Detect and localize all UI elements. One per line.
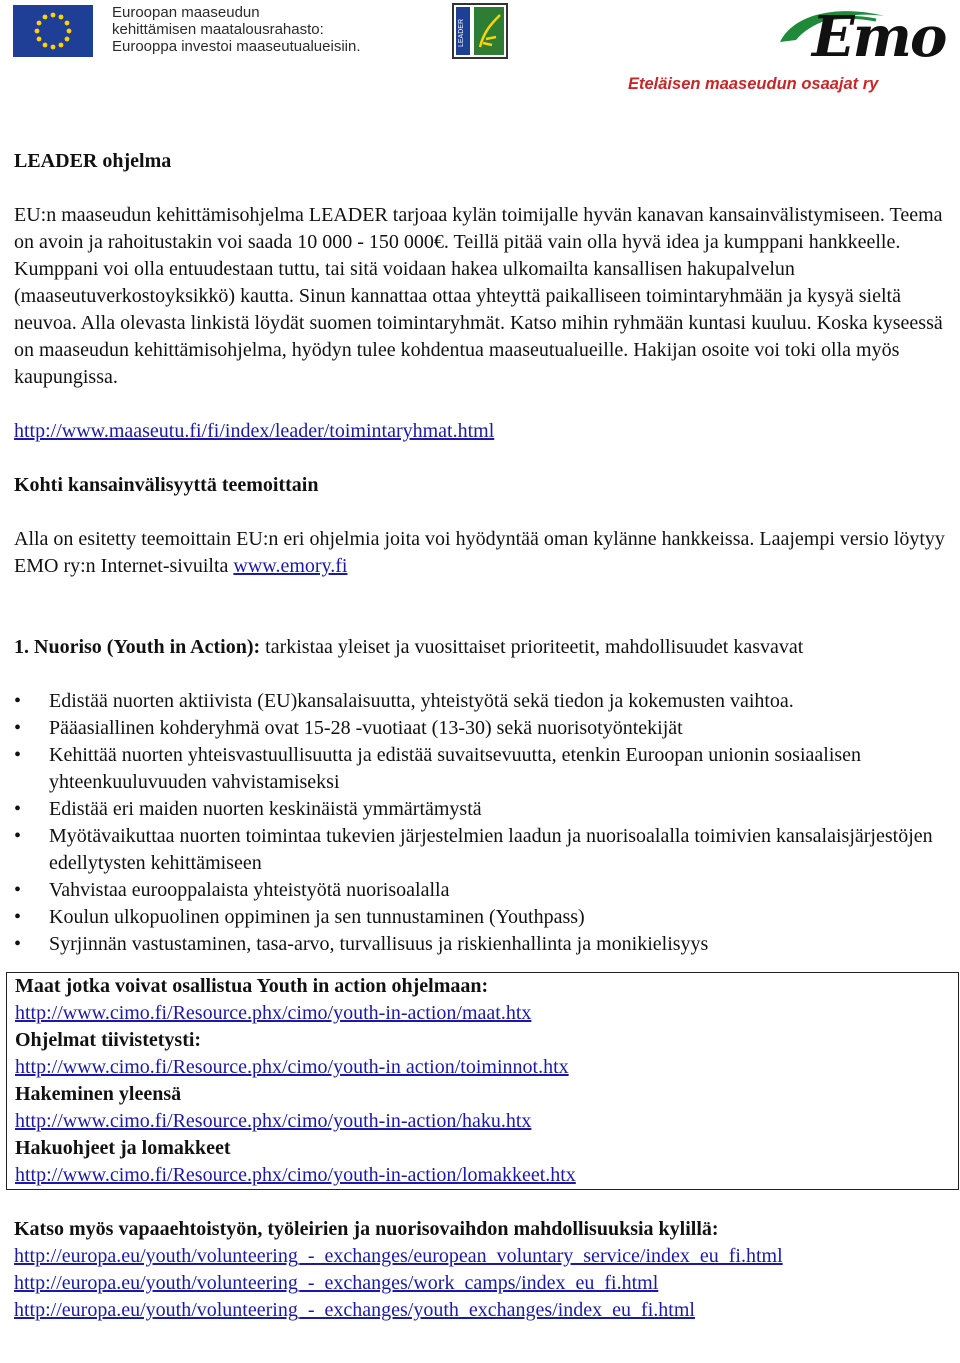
emo-tagline: Eteläisen maaseudun osaajat ry xyxy=(628,75,879,93)
themes-paragraph xyxy=(14,526,949,580)
list-item: • Kehittää nuorten yhteisvastuullisuutta ja edistää suvaitsevuutta, etenkin Euroopan unionin sosiaalisen yhteenkuuluvuuden vahvistamiseksi xyxy=(14,742,949,796)
work-camps-link[interactable]: http://europa.eu/youth/volunteering_-_exchanges/work_camps/index_eu_fi.html xyxy=(14,1272,659,1294)
countries-link[interactable]: http://www.cimo.fi/Resource.phx/cimo/youth-in-action/maat.htx xyxy=(15,1002,532,1024)
applying-link[interactable]: http://www.cimo.fi/Resource.phx/cimo/youth-in-action/haku.htx xyxy=(15,1110,532,1132)
document-content xyxy=(14,148,949,1324)
list-item: • Koulun ulkopuolinen oppiminen ja sen tunnustaminen (Youthpass) xyxy=(14,904,949,931)
leader-title: LEADER ohjelma xyxy=(14,150,172,172)
eu-text-line-2: kehittämisen maatalousrahasto: xyxy=(112,21,324,38)
youth-links-box xyxy=(6,972,959,1190)
youth-exchanges-link[interactable]: http://europa.eu/youth/volunteering_-_exchanges/youth_exchanges/index_eu_fi.html xyxy=(14,1299,695,1321)
svg-text:LEADER: LEADER xyxy=(458,18,465,47)
box-label-countries: Maat jotka voivat osallistua Youth in action ohjelmaan: xyxy=(15,975,489,997)
box-label-forms: Hakuohjeet ja lomakkeet xyxy=(15,1137,231,1159)
eu-text-line-1: Euroopan maaseudun xyxy=(112,4,260,21)
list-item: • Myötävaikuttaa nuorten toimintaa tukevien järjestelmien laadun ja nuorisoalalla toimivien kansalaisjärjestöjen edellytysten kehittämiseen xyxy=(14,823,949,877)
eu-text-line-3: Eurooppa investoi maaseutualueisiin. xyxy=(112,38,361,55)
leader-paragraph: EU:n maaseudun kehittämisohjelma LEADER tarjoaa kylän toimijalle hyvän kanavan kansainvälistymiseen. Teema on avoin ja rahoitustakin voi saada 10 000 - 150 000€. Teillä pitää vain olla hyvä idea ja kumppani hankkeelle. Kumppani voi olla entuudestaan tuttu, tai sitä voidaan hakea ulkomailta kansallisen hakupalvelun (maaseutuverkostoyksikkö) kautta. Sinun kannattaa ottaa yhteyttä paikalliseen toimintaryhmään ja kysyä sieltä neuvoa. Alla olevasta linkistä löydät suomen toimintaryhmät. Katso mihin ryhmään kuntasi kuuluu. Koska kyseessä on maaseudun kehittämisohjelma, hyödyn tulee kohdentua maaseutualueille. Hakijan osoite voi toki olla myös kaupungissa. xyxy=(14,204,943,388)
list-item: • Pääasiallinen kohderyhmä ovat 15-28 -vuotiaat (13-30) sekä nuorisotyöntekijät xyxy=(14,715,949,742)
list-item: • Edistää nuorten aktiivista (EU)kansalaisuutta, yhteistyötä sekä tiedon ja kokemusten vaihtoa. xyxy=(14,688,949,715)
leader-logo-icon xyxy=(452,3,508,59)
box-label-applying: Hakeminen yleensä xyxy=(15,1083,182,1105)
emory-link[interactable]: www.emory.fi xyxy=(233,555,348,577)
page-header xyxy=(0,0,960,110)
themes-title: Kohti kansainvälisyyttä teemoittain xyxy=(14,474,319,496)
forms-link[interactable]: http://www.cimo.fi/Resource.phx/cimo/youth-in-action/lomakkeet.htx xyxy=(15,1164,576,1186)
youth-heading-bold: 1. Nuoriso (Youth in Action): xyxy=(14,636,261,658)
list-item: • Edistää eri maiden nuorten keskinäistä ymmärtämystä xyxy=(14,796,949,823)
leader-groups-link[interactable]: http://www.maaseutu.fi/fi/index/leader/toimintaryhmat.html xyxy=(14,420,495,442)
programmes-link[interactable]: http://www.cimo.fi/Resource.phx/cimo/youth-in action/toiminnot.htx xyxy=(15,1056,569,1078)
themes-paragraph-text: Alla on esitetty teemoittain EU:n eri ohjelmia joita voi hyödyntää oman kylänne hankkeissa. Laajempi versio löytyy EMO ry:n Internet-sivuilta xyxy=(14,528,945,577)
youth-heading-rest: tarkistaa yleiset ja vuosittaiset prioriteetit, mahdollisuudet kasvavat xyxy=(260,636,804,658)
list-item: • Vahvistaa eurooppalaista yhteistyötä nuorisoalalla xyxy=(14,877,949,904)
see-also-title: Katso myös vapaaehtoistyön, työleirien ja nuorisovaihdon mahdollisuuksia kylillä: xyxy=(14,1218,719,1240)
list-item: • Syrjinnän vastustaminen, tasa-arvo, turvallisuus ja riskienhallinta ja monikielisyys xyxy=(14,931,949,958)
voluntary-service-link[interactable]: http://europa.eu/youth/volunteering_-_exchanges/european_voluntary_service/index_eu_fi.html xyxy=(14,1245,783,1267)
eu-flag-icon xyxy=(13,5,93,57)
box-label-programmes: Ohjelmat tiivistetysti: xyxy=(15,1029,202,1051)
youth-heading xyxy=(14,634,949,661)
eu-fund-text xyxy=(112,4,361,55)
emo-logo-text: Emo xyxy=(812,4,946,70)
youth-bullet-list xyxy=(14,688,949,958)
